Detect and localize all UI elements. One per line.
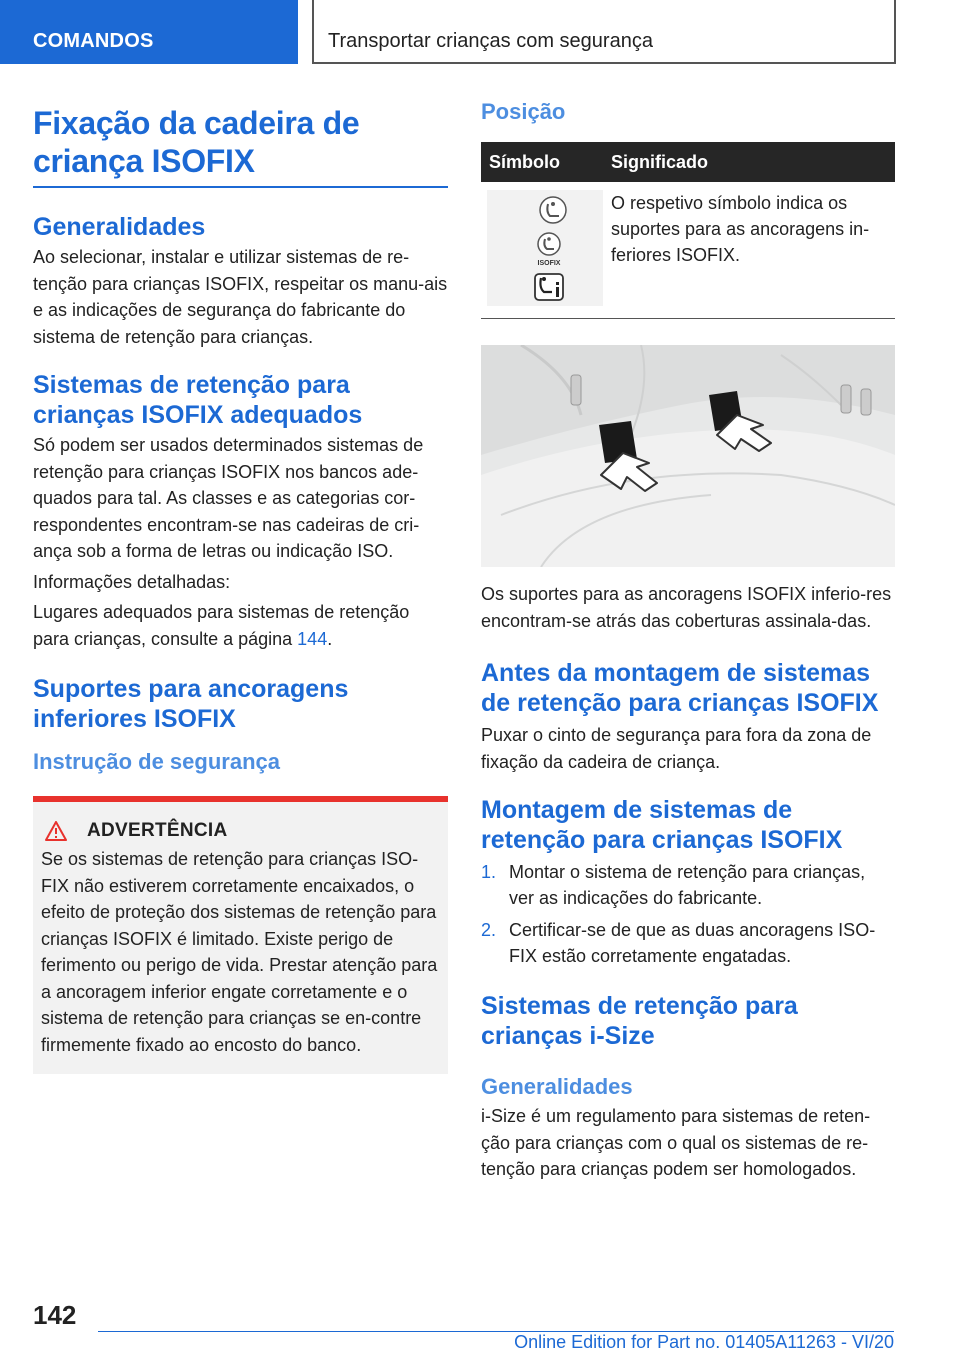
photo-caption: Os suportes para as ancoragens ISOFIX inferio-res encontram-se atrás das coberturas assinala-das. [481,584,892,631]
info-text-body: Lugares adequados para sistemas de retenção para crianças, consulte a página [33,602,410,649]
info-label: Informações detalhadas: [33,571,231,592]
page-number: 142 [33,1300,77,1330]
title-divider [33,186,448,188]
left-column [33,104,448,1074]
antes-text: Puxar o cinto de segurança para fora da zona de fixação da cadeira de criança. [481,725,872,772]
isize-heading: Sistemas de retenção para crianças i-Size [481,992,798,1050]
warning-header [41,820,438,842]
symbol-table [481,142,895,319]
table-cell-meaning: O respetivo símbolo indica os suportes para as ancoragens in-feriores ISOFIX. [611,193,870,265]
sistemas-heading: Sistemas de retenção para crianças ISOFIX adequados [33,371,363,429]
isofix-symbols [487,190,603,306]
info-text-end: . [327,628,333,649]
page-title-line2: criança ISOFIX [33,143,255,179]
table-header [481,142,895,182]
antes-heading: Antes da montagem de sistemas de retenção para crianças ISOFIX [481,659,879,717]
suportes-heading: Suportes para ancoragens inferiores ISOFIX [33,675,349,733]
page-title [33,104,448,180]
sistemas-text: Só podem ser usados determinados sistemas de retenção para crianças ISOFIX nos bancos ade-quados para tal. As classes e as categorias cor-respondentes encontram-se nas cadeiras de cri-ança sob a forma de letras ou indicação ISO. [33,435,424,561]
list-item [481,859,895,911]
seat-illustration [481,345,895,567]
generalidades-text: Ao selecionar, instalar e utilizar sistemas de re-tenção para crianças ISOFIX, respeitar os manu-ais e as indicações de segurança do fabricante do sistema de retenção para crianças. [33,247,448,347]
warning-box [33,796,448,1074]
step-text: Certificar-se de que as duas ancoragens ISO-FIX estão corretamente engatadas. [509,920,876,966]
step-text: Montar o sistema de retenção para crianças, ver as indicações do fabricante. [509,862,866,908]
instrucao-heading: Instrução de segurança [33,749,280,774]
step-number: 1. [481,862,497,882]
table-col-symbol: Símbolo [489,151,560,172]
montagem-heading: Montagem de sistemas de retenção para crianças ISOFIX [481,796,843,854]
isofix-seat-icons [487,190,603,306]
table-row [481,182,895,319]
table-col-meaning: Significado [611,151,709,172]
montagem-steps [481,859,895,969]
rear-seat-photo [481,345,895,567]
page-link-144[interactable]: 144 [297,628,328,649]
warning-text: Se os sistemas de retenção para crianças ISO-FIX não estiverem corretamente encaixados, o efeito de proteção dos sistemas de retenção para crianças ISOFIX é limitado. Existe perigo de ferimento ou perigo de vida. Prestar atenção para a ancoragem inferior engate corretamente e o sistema de retenção para crianças se en-contre firmemente fixado ao encosto do banco. [41,849,438,1055]
section-tab: COMANDOS [0,0,298,64]
posicao-heading: Posição [481,99,566,124]
step-number: 2. [481,920,497,940]
isize-text: i-Size é um regulamento para sistemas de reten-ção para crianças com o qual os sistemas de re-tenção para crianças podem ser homologados. [481,1106,871,1179]
warning-triangle-icon [45,821,67,841]
right-column [481,98,895,1183]
info-text [33,599,448,652]
warning-title: ADVERTÊNCIA [87,820,228,841]
chapter-title: Transportar crianças com segurança [312,0,896,64]
footer-edition: Online Edition for Part no. 01405A11263 - VI/20 [514,1332,894,1352]
isize-general-heading: Generalidades [481,1074,633,1099]
generalidades-heading: Generalidades [33,213,206,241]
isofix-icon-label: ISOFIX [537,260,561,267]
list-item [481,917,895,969]
page-title-line1: Fixação da cadeira de [33,105,360,141]
